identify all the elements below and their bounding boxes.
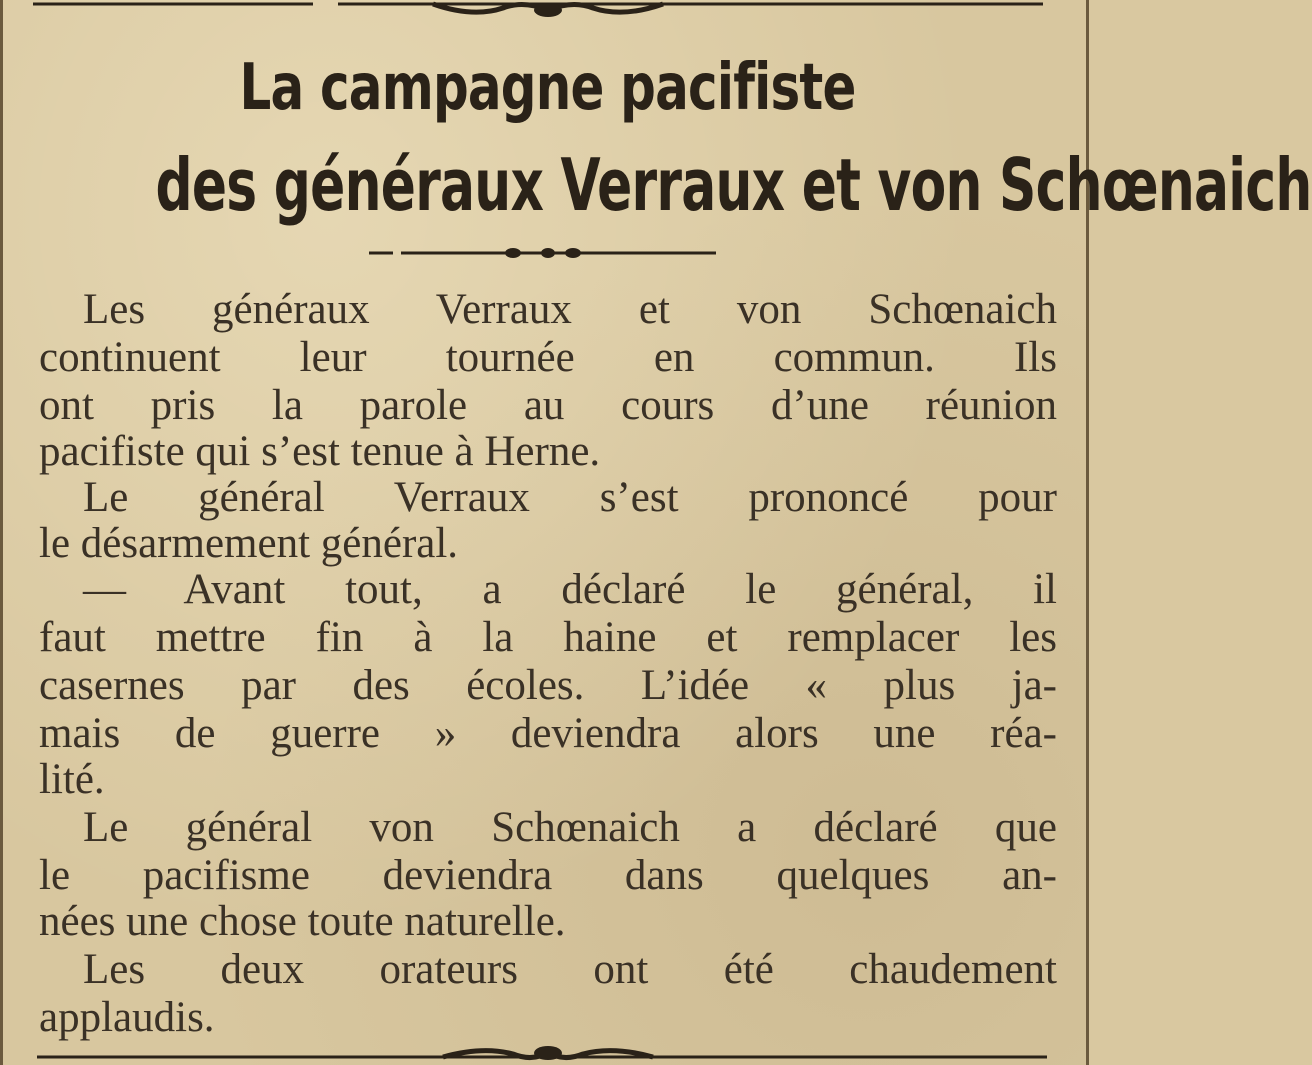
article-line-5: Le général Verraux s’est prononcé pour xyxy=(83,474,1057,521)
top-ornamental-rule xyxy=(3,0,1092,22)
article-line-2: continuent leur tournée en commun. Ils xyxy=(39,334,1057,381)
headline-line-2: des généraux Verraux et von Schœnaich xyxy=(155,143,1312,227)
headline-line-1: La campagne pacifiste xyxy=(239,51,856,125)
article-line-16: applaudis. xyxy=(39,994,215,1041)
article-line-9: casernes par des écoles. L’idée « plus ja- xyxy=(39,662,1057,709)
article-line-11: lité. xyxy=(39,756,105,803)
article-line-4: pacifiste qui s’est tenue à Herne. xyxy=(39,428,601,475)
headline-divider xyxy=(3,240,1092,264)
article-line-1: Les généraux Verraux et von Schœnaich xyxy=(83,286,1057,333)
article-line-12: Le général von Schœnaich a déclaré que xyxy=(83,804,1057,851)
bottom-ornamental-rule xyxy=(3,1040,1092,1065)
article-line-13: le pacifisme deviendra dans quelques an- xyxy=(39,852,1057,899)
article-line-7: — Avant tout, a déclaré le général, il xyxy=(83,566,1057,613)
article-line-3: ont pris la parole au cours d’une réunion xyxy=(39,382,1057,429)
article-line-8: faut mettre fin à la haine et remplacer les xyxy=(39,614,1057,661)
article-line-10: mais de guerre » deviendra alors une réa- xyxy=(39,710,1057,757)
article-line-14: nées une chose toute naturelle. xyxy=(39,898,566,945)
article-line-6: le désarmement général. xyxy=(39,520,459,567)
article-line-15: Les deux orateurs ont été chaudement xyxy=(83,946,1057,993)
